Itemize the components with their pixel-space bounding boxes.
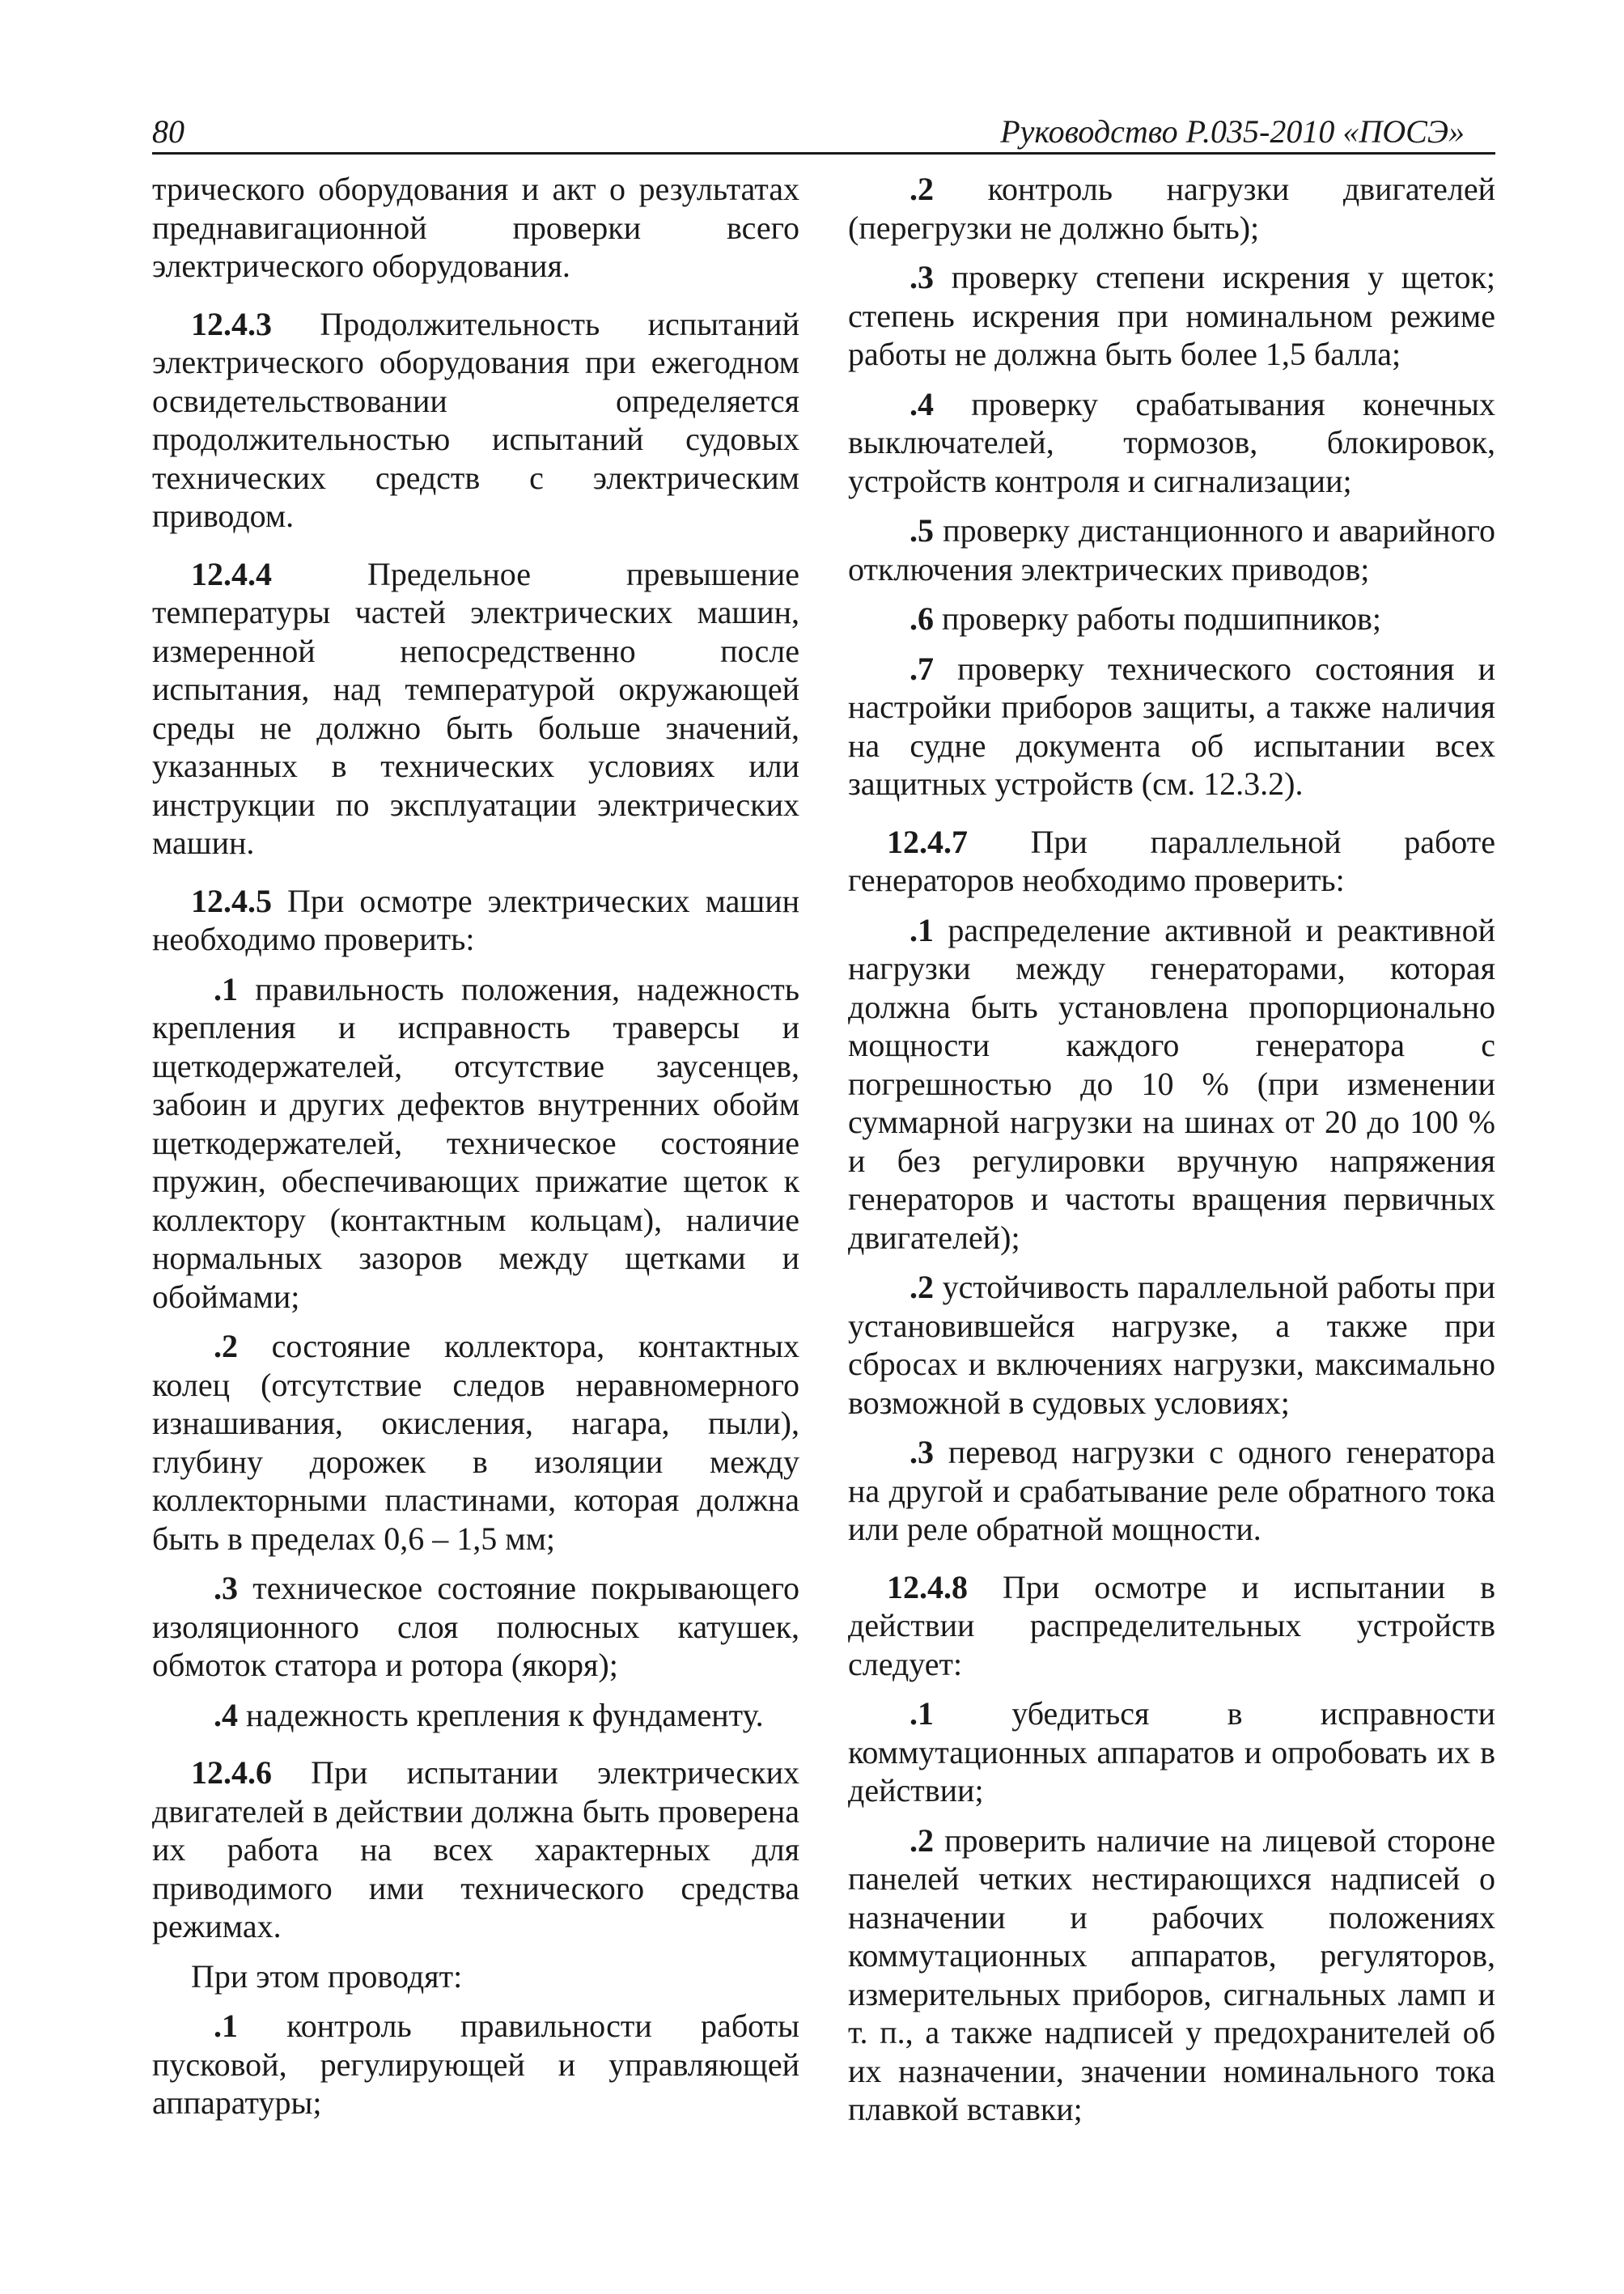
left-column <box>152 170 799 2122</box>
list-item: .6 проверку работы подшипников; <box>910 600 1382 637</box>
list-item: .3 проверку степени искрения у щеток; степень искрения при номинальном режиме работы не должна быть более 1,5 балла; <box>848 259 1495 372</box>
item-number: .2 <box>214 1328 238 1364</box>
right-column <box>848 170 1495 2129</box>
section-number: 12.4.8 <box>887 1568 968 1605</box>
section-number: 12.4.7 <box>887 823 968 860</box>
section-12-4-6: 12.4.6 При испытании электрических двигателей в действии должна быть проверена их работа на всех характерных для приводимого ими технического средства режимах. <box>152 1754 799 1944</box>
list-item: .2 состояние коллектора, контактных колец (отсутствие следов неравномерного изнашивания, окисления, нагара, пыли), глубину дорожек в изоляции между коллекторными пластинами, которая должна быть в пределах 0,6 – 1,5 мм; <box>152 1328 799 1557</box>
list-item: .2 контроль нагрузки двигателей (перегрузки не должно быть); <box>848 171 1495 246</box>
item-number: .6 <box>910 600 934 637</box>
section-number: 12.4.4 <box>191 555 272 592</box>
section-12-4-4: 12.4.4 Предельное превышение температуры частей электрических машин, измеренной непосредственно после испытания, над температурой окружающей среды не должно быть больше значений, указанных в технических условиях или инструкции по эксплуатации электрических машин. <box>152 555 799 861</box>
item-number: .1 <box>910 1695 934 1732</box>
running-title: Руководство Р.035-2010 «ПОСЭ» <box>1000 113 1465 150</box>
paragraph: При этом проводят: <box>191 1957 463 1995</box>
item-number: .1 <box>214 2008 238 2044</box>
item-number: .4 <box>910 385 934 422</box>
item-number: .1 <box>214 970 238 1007</box>
section-12-4-7: 12.4.7 При параллельной работе генераторов необходимо проверить: <box>848 823 1495 898</box>
section-12-4-5: 12.4.5 При осмотре электрических машин необходимо проверить: <box>152 882 799 957</box>
list-item: .2 устойчивость параллельной работы при установившейся нагрузке, а также при сбросах и включениях нагрузки, максимально возможной в судовых условиях; <box>848 1269 1495 1421</box>
section-number: 12.4.6 <box>191 1754 272 1791</box>
list-item: .1 убедиться в исправности коммутационных аппаратов и опробовать их в действии; <box>848 1695 1495 1808</box>
list-item: .3 перевод нагрузки с одного генератора на другой и срабатывание реле обратного тока или реле обратной мощности. <box>848 1434 1495 1547</box>
section-12-4-3: 12.4.3 Продолжительность испытаний электрического оборудования при ежегодном освидетельствовании определяется продолжительностью испытаний судовых технических средств с электрическим приводом. <box>152 305 799 534</box>
item-number: .2 <box>910 1269 934 1305</box>
section-number: 12.4.3 <box>191 305 272 342</box>
list-item: .5 проверку дистанционного и аварийного отключения электрических приводов; <box>848 512 1495 587</box>
item-number: .3 <box>910 259 934 295</box>
section-12-4-8: 12.4.8 При осмотре и испытании в действии распределительных устройств следует: <box>848 1568 1495 1682</box>
item-number: .5 <box>910 512 934 549</box>
page-header <box>152 112 1495 155</box>
item-number: .2 <box>910 1821 934 1859</box>
item-number: .7 <box>910 650 934 687</box>
item-number: .4 <box>214 1696 238 1733</box>
list-item: .7 проверку технического состояния и настройки приборов защиты, а также наличия на судне документа об испытании всех защитных устройств (см. 12.3.2). <box>848 650 1495 802</box>
item-number: .3 <box>910 1434 934 1470</box>
list-item: .1 распределение активной и реактивной нагрузки между генераторами, которая должна быть установлена пропорционально мощности каждого генератора с погрешностью до 10 % (при изменении суммарной нагрузки на шинах от 20 до 100 % и без регулировки вручную напряжения генераторов и частоты вращения первичных двигателей); <box>848 911 1495 1256</box>
page-number: 80 <box>152 113 184 150</box>
list-item: .4 проверку срабатывания конечных выключателей, тормозов, блокировок, устройств контроля и сигнализации; <box>848 385 1495 499</box>
list-item: .3 техническое состояние покрывающего изоляционного слоя полюсных катушек, обмоток статора и ротора (якоря); <box>152 1570 799 1683</box>
list-item: .2 проверить наличие на лицевой стороне панелей четких нестирающихся надписей о назначении и рабочих положениях коммутационных аппаратов, регуляторов, измерительных приборов, сигнальных ламп и т. п., а также надписей у предохранителей об их назначении, значении номинального тока плавкой вставки; <box>848 1821 1495 2127</box>
paragraph-continuation: трического оборудования и акт о результатах преднавигационной проверки всего электрического оборудования. <box>152 171 799 284</box>
list-item: .1 контроль правильности работы пусковой, регулирующей и управляющей аппаратуры; <box>152 2008 799 2121</box>
item-number: .2 <box>910 171 934 207</box>
list-item: .1 правильность положения, надежность крепления и исправность траверсы и щеткодержателей, отсутствие заусенцев, забоин и других дефектов внутренних обойм щеткодержателей, техническое состояние пружин, обеспечивающих прижатие щеток к коллектору (контактным кольцам), наличие нормальных зазоров между щетками и обоймами; <box>152 970 799 1315</box>
section-number: 12.4.5 <box>191 882 272 919</box>
item-number: .1 <box>910 911 934 948</box>
item-number: .3 <box>214 1570 238 1606</box>
list-item: .4 надежность крепления к фундаменту. <box>214 1696 764 1733</box>
